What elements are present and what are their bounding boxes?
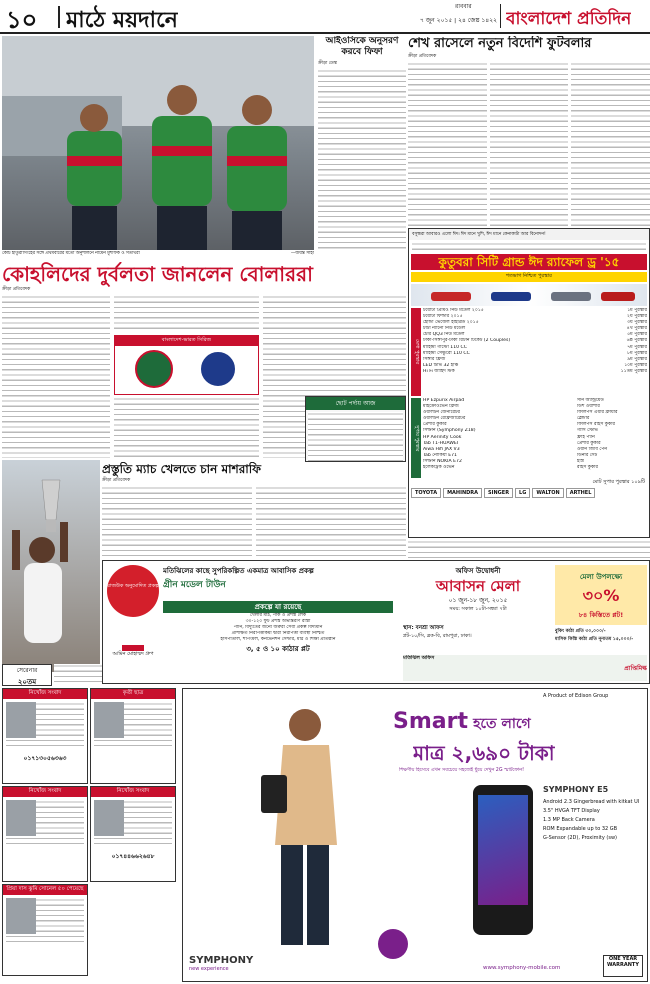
series-box [114,335,259,395]
mega-prize-side-label: মেগা পুরস্কার [411,308,421,396]
housing-fair-time: সময়: সকাল ১০টা-সন্ধ্যা ৭টা [449,606,507,612]
mega-prize-count-item: ৫ম পুরস্কার [627,332,647,338]
symphony-model-block [543,785,643,915]
super-prize-item: মাইক্রোওভেন ফ্রিজ [423,404,459,410]
super-prize-right-item: প্রেশার কুকার [577,440,601,446]
header-date: ৭ জুন ২০১৫ | ২৪ জৈষ্ঠ ১৪২২ [420,18,497,24]
housing-feature-item: হাসপাতাল, শপিংমল, কনভেনশন সেন্টার, মাঠ ও শিক্ষা প্রতিষ্ঠান [220,637,336,643]
housing-price-installment: মাসিক কিস্তি কাঠা প্রতি নূন্যতম ১৫,০০০/- [555,637,634,642]
symphony-headline [393,709,643,739]
masthead-brand: বাংলাদেশ প্রতিদিন [506,9,632,29]
notice-phone: ০১৭১৩০৫৬৩৬৩ [23,755,67,762]
super-prize-right-item: ইস্ত্রি [577,458,584,464]
practice-body [102,486,406,560]
serena-label-box [2,664,52,686]
serena-photo [2,460,100,672]
super-prize-right-item: ফিলিপস এয়ার ফ্রায়ার [577,410,618,416]
kutubra-subtitle: শতভাগ নিশ্চিত পুরস্কার [411,272,647,282]
super-prize-item: Tab T1-HUAWEI [423,440,459,446]
page-header [0,0,650,32]
symphony-web: www.symphony-mobile.com [483,965,561,971]
tv-box-title: ছোট পর্দায় আজ [306,397,405,410]
bcci-logo-icon [199,350,237,388]
symphony-warranty-badge: ONE YEAR WARRANTY [603,955,643,977]
mega-prize-item: টয়োটা প্রিমিও নিউ মডেল ২০১৫ [423,308,484,313]
rajuk-approved-badge [107,565,159,617]
header-divider [58,6,60,28]
practice-story [102,462,406,560]
mega-prize-count-item: ৭ম পুরস্কার [627,344,647,350]
lead-photo-cricketers [2,36,314,250]
notice-title: প্রিয়া দাস ঝুমি সোনেল ৫০ পেয়েছে [3,885,87,895]
mega-prize-item: LED টিভি 32 ইঞ্চি [423,362,459,368]
rasel-byline: ক্রীড়া প্রতিবেদক [408,54,437,59]
model-illustration [243,695,363,955]
housing-feature-item: প্রশিক্ষিত নিরাপত্তাকর্মী দ্বারা নিরাপত্তা ব্যবস্থা নিশ্চিত [231,631,325,637]
page-number: ১০ [6,5,38,32]
kutubra-teaser: বসুন্ধরা আবারও এলো ঈদ। ঈদ মানে খুশি, ঈদ মানে কেনাকাটা আর বিনোদন! [409,229,649,240]
tv-box-body [308,412,403,462]
notice-portrait [6,898,36,934]
notice-box [90,688,176,784]
kohli-headline: কোহলিদের দুর্বলতা জানলেন বোলাররা [2,262,313,286]
housing-hotline-strip [403,655,647,681]
phone-screen [478,795,528,905]
symphony-phone-ad [182,688,648,982]
mega-prize-count-item: ১ম পুরস্কার [627,308,647,313]
fifa-story [318,36,406,260]
symphony-spec-item: ROM Expandable up to 32 GB [543,826,618,832]
symphony-spec-item: 1.3 MP Back Camera [543,817,595,823]
housing-fair-dates: ০১ জুন-১৮ জুন, ২০১৫ [448,597,508,604]
super-prize-list [421,398,577,478]
housing-fair-name: আবাসন মেলা [435,577,521,595]
super-prize-list-right [577,398,647,478]
super-prize-right-item: ফ্রাই প্যান [577,434,595,440]
house-icon [122,631,144,651]
housing-discount-pct: ৩০% [582,586,620,605]
housing-location-label: স্থান: বনশ্রী অফিস [403,625,444,631]
kohli-byline: ক্রীড়া প্রতিবেদক [2,287,31,292]
symphony-price: মাত্র ২,৬৯০ টাকা [413,741,555,765]
notice-portrait [6,800,36,836]
super-prize-side-label: সুপার পুরস্কার [411,398,421,478]
car-illustration [411,284,647,306]
housing-discount-block [555,565,647,625]
kutubra-car-banner [411,284,647,306]
housing-feature-item: খেলার মাঠ, পার্ক ও প্রশস্ত লেক [249,613,307,618]
symphony-phone-image [473,785,533,935]
rasel-body-text [408,62,650,226]
mega-prize-count-item: ৩য় পুরস্কার [627,320,647,326]
housing-developer: প্রাপ্তিমিল্ক [624,665,647,672]
rasel-headline: শেখ রাসেলে নতুন বিদেশি ফুটবলার [408,36,592,51]
housing-hotline: মতিঝিল অফিস [403,655,435,661]
symphony-brand [189,955,309,979]
super-prize-right-item: ওয়ান জিবি পেন [577,446,608,452]
kutubra-intro-text [412,242,646,252]
fifa-headline: আইওসিকে অনুসরণ করবে ফিফা [325,36,399,57]
kutubra-footer-note: মোট সুপার পুরস্কার ১০৯টি [592,479,645,485]
super-prize-right-item: সনি অ্যান্ড্রয়েড [577,398,604,403]
mega-prize-count-item: ৬ষ্ঠ পুরস্কার [626,338,647,344]
serena-trophy-illustration [2,460,100,672]
mega-prize-count-item: ২য় পুরস্কার [627,314,647,320]
mega-prize-item: হোন্ডা ভেজেল হাইব্রিড ২০১৫ [423,320,479,326]
lead-photo-illustration [2,36,314,250]
notice-portrait [94,800,124,836]
super-prize-item: ওয়ালটন রেফ্রিজারেটর [423,416,466,422]
practice-byline: ক্রীড়া প্রতিবেদক [102,478,131,483]
housing-location-block [403,625,553,653]
housing-intro: মতিঝিলের কাছে সুপরিকল্পিত একমাত্র আবাসিক প্রকল্প [163,567,314,575]
symphony-tagline: শিক্ষণীয় হিসেবে এখন সবচেয়ে সহজেই ছুঁয়ে দেখুন 2G স্মার্টফোন! [399,768,525,773]
mega-prize-item: সিঙ্গার ফ্রিজ [423,356,446,362]
serena-label-name: সেরেনার [16,667,38,674]
header-day: রবিবার [455,4,472,10]
fifa-body-text [318,69,406,249]
mega-prize-section [411,308,647,396]
section-title: মাঠে ময়দানে [66,7,178,32]
kutubra-title: কুতুবরা সিটি গ্রান্ড ঈদ র‌্যাফেল ড্র '১৫ [411,254,647,270]
housing-project-ad [102,560,650,684]
sponsor-logo: TOYOTA [411,488,441,498]
housing-discount-note: ৮৪ কিস্তিতে প্লট! [578,611,624,619]
mega-prize-count-item: ৯ম পুরস্কার [627,356,647,362]
symphony-brand-name: SYMPHONY [189,955,254,966]
housing-feature-item: ৩০-১২০ ফুট প্রশস্ত অভ্যন্তরীণ রাস্তা [245,619,311,625]
housing-features-title: প্রকল্পে যা রয়েছে [163,601,393,613]
kutubra-raffle-ad [408,228,650,538]
tv-schedule-box [305,396,406,462]
super-prize-right-item: ফিলিপস রাইস কুকার [577,422,616,428]
mega-prize-count-item: ৮ম পুরস্কার [627,350,647,356]
mega-prize-count-item: ৪র্থ পুরস্কার [626,326,647,332]
symphony-group-label: A Product of Edison Group [543,693,609,699]
sponsor-logo: LG [515,488,530,498]
mega-prize-item: মাহিন্দ্রা গাস্টো 110 CC [423,344,467,350]
housing-fair-title: অফিস উদ্বোধনী [455,567,501,575]
sponsor-logo: ARTHEL [566,488,596,498]
mega-prize-list [421,308,595,396]
symphony-spec-item: Android 2.3 Gingerbread with kitkat UI [543,799,640,805]
mega-prize-item: ঢাকা-সিঙ্গাপুর-ঢাকা রিটার্ন টিকেট (2 Couples) [423,338,511,344]
super-prize-item: HP Aerinity Cook [423,434,462,440]
header-rule [0,32,650,34]
mega-prize-item: টয়োটা ফিল্ডার ২০১৫ [423,314,463,320]
symphony-headline-rest: হতে লাগে [473,716,531,732]
notice-title: কৃতী ছাত্র [91,689,175,699]
super-prize-item: সিম্ফনি NOKIA E72 [423,458,462,464]
housing-features-block [163,601,393,681]
super-prize-section [411,398,647,478]
lead-photo-caption-text: কোচ হাতুরাসিংহের সঙ্গে প্রথমবারের মতো অনুশীলনে নামেন মুশফিক ও সতীর্থরা [2,251,140,256]
lead-photo-caption [2,251,314,259]
super-prize-item: ইলেকট্রিক ওভেন [423,465,455,471]
notice-portrait [6,702,36,738]
housing-intro-block [163,565,403,605]
notice-box [90,786,176,882]
mega-prize-item: মাহিন্দ্রা সেঞ্চুরো 110 CC [423,350,470,356]
symphony-specs-list [543,798,643,843]
housing-company-logo [105,631,161,671]
super-prize-right-item: ডিনার সেট [577,452,598,458]
mega-prize-item: Hi Fi জাহিদ স্টক [423,368,455,374]
symphony-spec-item: G-Sensor (2D), Proximity (sw) [543,835,618,841]
lead-photo-credit: —জয়ন্ত সাহা [290,251,314,256]
fifa-byline: ক্রীড়া ডেস্ক [318,61,337,66]
right-column-sports-briefs [408,540,650,560]
housing-price-booking: বুকিং কাঠা প্রতি ৩০,০০০/- [555,629,606,634]
housing-features-list [163,613,393,643]
super-prize-item: Aiwa Hifi JAX V3 [423,446,460,452]
series-box-title: বাংলাদেশ-ভারত সিরিজ [115,336,258,346]
sponsor-logo-row [411,488,647,498]
super-prize-item: Tab নোকিয়া E71 [423,452,457,458]
housing-company-name: আমিন মোহাম্মদ গ্রুপ [112,651,154,657]
rajuk-badge-text: রাজউক অনুমোদিত প্রকল্প [107,583,159,589]
symphony-one-badge [378,929,408,959]
notice-title: নিখোঁজ সংবাদ [91,787,175,797]
super-prize-right-item: রাইস কুকার [577,465,599,471]
super-prize-item: সিম্ফনি (Symphony Z18) [423,428,476,434]
super-prize-item: ওয়ালটন জেনারেটর [423,410,460,416]
notice-phone: ০১৭৪৪৬৬২৬৪৮ [111,853,155,860]
symphony-headline-smart: Smart [393,709,468,734]
mega-prize-item: চেরি QQ3 নিউ মডেল [423,332,465,338]
mega-prize-counts [595,308,647,396]
housing-location-detail: প্লট-১০/সি, ব্লক-বি, রামপুরা, ঢাকা। [403,633,472,639]
mega-prize-count-item: ১০ম পুরস্কার [624,362,647,368]
super-prize-right-item: গ্যাস স্টোভ [577,428,598,434]
notices-list [2,688,180,976]
mega-prize-count-item: ১১তম পুরস্কার [620,368,647,374]
housing-project-name: গ্রীন মডেল টাউন [163,580,226,590]
header-divider-right [500,4,501,28]
practice-headline: প্রস্তুতি ম্যাচ খেলতে চান মাশরাফি [102,462,261,476]
symphony-model-photo [243,695,363,955]
symphony-brand-tag: new experience [189,966,229,972]
housing-price-block [555,627,647,653]
bcb-logo-icon [135,350,173,388]
sponsor-logo: WALTON [532,488,563,498]
serena-label-count: ২০তম [17,678,37,686]
housing-plot-sizes: ৩, ৫ ও ১০ কাঠার প্লট [246,645,310,654]
housing-fair-block [403,565,553,625]
housing-feature-item: পানি, বিদ্যুতের জন্যে জরুরী সেবা প্রকল্প বিদ্যমান [233,625,323,631]
notice-title: নিখোঁজ সংবাদ [3,689,87,699]
symphony-model-name: SYMPHONY E5 [543,785,609,794]
symphony-spec-item: 3.5" HVGA TFT Display [543,808,600,814]
notices-column [2,688,180,982]
notice-portrait [94,702,124,738]
notice-box [2,688,88,784]
notice-title: নিখোঁজ সংবাদ [3,787,87,797]
super-prize-item: প্রেশার কুকার [423,422,447,428]
super-prize-right-item: ব্লেন্ডার [577,416,590,422]
notice-box [2,884,88,976]
rasel-story [408,36,650,226]
sponsor-logo: MAHINDRA [443,488,482,498]
mega-prize-item: টাটা ন্যানো নিউ মডেল [423,326,466,332]
notice-box [2,786,88,882]
super-prize-right-item: ডিশ ওয়াশার [577,404,600,410]
super-prize-item: HP Ezpurix Airpad [423,398,465,403]
housing-discount-title: মেলা উপলক্ষ্যে [579,573,623,581]
sponsor-logo: SINGER [484,488,513,498]
